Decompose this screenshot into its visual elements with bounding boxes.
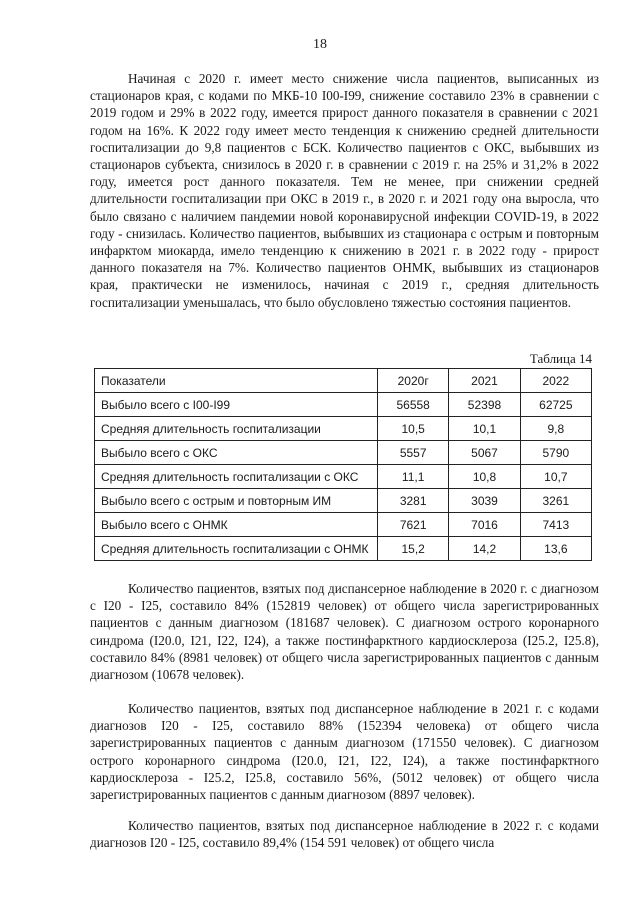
table-cell-value: 10,8 <box>449 465 520 489</box>
paragraph-dispensary-2022: Количество пациентов, взятых под диспансерное наблюдение в 2022 г. с кодами диагнозов I20 - I25, составило 89,4% (154 591 человек) от общего числа <box>90 818 599 851</box>
table-cell-value: 5557 <box>378 441 449 465</box>
page-number: 18 <box>313 37 327 52</box>
table-row <box>95 465 592 489</box>
table-row <box>95 537 592 561</box>
table-cell-value: 7016 <box>449 513 520 537</box>
table-row <box>95 417 592 441</box>
table-cell-value: 5067 <box>449 441 520 465</box>
table-cell-value: 56558 <box>378 393 449 417</box>
paragraph-hospital-discharges: Начиная с 2020 г. имеет место снижение числа пациентов, выписанных из стационаров края, с кодами по МКБ-10 I00-I99, снижение составило 23% в сравнении с 2019 годом и 29% в 2022 году, имеется прирост данного показателя в сравнении с 2021 годом на 16%. К 2022 году имеет место тенденция к снижению средней длительности госпитализации до 9,8 пациентов с БСК. Количество пациентов с ОКС, выбывших из стационаров субъекта, снизилось в 2020 г. в сравнении с 2019 г. на 25% и 31,2% в 2022 году, имеется рост данного показателя. Тем не менее, при снижении средней длительности госпитализации при ОКС в 2019 г., в 2020 г. и 2021 году она выросла, что было связано с наличием пандемии новой коронавирусной инфекции COVID-19, в 2022 году - снизилась. Количество пациентов, выбывших из стационара с острым и повторным инфарктом миокарда, имело тенденцию к снижению в 2021 г. в 2022 году - прирост данного показателя на 7%. Количество пациентов ОНМК, выбывших из стационаров края, практически не изменилось, начиная с 2019 г., средняя длительность госпитализации уменьшалась, что было обусловлено тяжестью состояния пациентов. <box>90 71 599 310</box>
table-cell-indicator: Средняя длительность госпитализации с ОКС <box>95 465 378 489</box>
table-cell-indicator: Выбыло всего с I00-I99 <box>95 393 378 417</box>
header-2021: 2021 <box>449 369 520 393</box>
table-cell-indicator: Средняя длительность госпитализации <box>95 417 378 441</box>
table-cell-value: 7413 <box>520 513 591 537</box>
table-cell-value: 13,6 <box>520 537 591 561</box>
header-2022: 2022 <box>520 369 591 393</box>
table-row <box>95 441 592 465</box>
indicators-table <box>94 368 592 561</box>
paragraph-dispensary-2021: Количество пациентов, взятых под диспансерное наблюдение в 2021 г. с кодами диагнозов I20 - I25, составило 88% (152394 человека) от общего числа зарегистрированных пациентов с данным диагнозом (171550 человек). С диагнозом острого коронарного синдрома (I20.0, I21, I22, I24), а также постинфарктного кардиосклероза - I25.2, I25.8, составило 56%, (5012 человек) от общего числа зарегистрированных пациентов с данным диагнозом (8897 человек). <box>90 701 599 803</box>
table-row <box>95 393 592 417</box>
table-cell-indicator: Выбыло всего с острым и повторным ИМ <box>95 489 378 513</box>
table-header-row <box>95 369 592 393</box>
table-cell-value: 15,2 <box>378 537 449 561</box>
table-cell-value: 9,8 <box>520 417 591 441</box>
table-cell-value: 62725 <box>520 393 591 417</box>
paragraph-dispensary-2020: Количество пациентов, взятых под диспансерное наблюдение в 2020 г. с диагнозом с I20 - I25, составило 84% (152819 человек) от общего числа зарегистрированных пациентов с данным диагнозом (181687 человек). С диагнозом острого коронарного синдрома (I20.0, I21, I22, I24), а также постинфарктного кардиосклероза (I25.2, I25.8), составило 84% (8981 человек) от общего числа зарегистрированных пациентов с данным диагнозом (10678 человек). <box>90 581 599 683</box>
table-cell-indicator: Выбыло всего с ОНМК <box>95 513 378 537</box>
table-cell-indicator: Средняя длительность госпитализации с ОНМК <box>95 537 378 561</box>
table-cell-value: 3261 <box>520 489 591 513</box>
table-cell-value: 11,1 <box>378 465 449 489</box>
table-cell-value: 3281 <box>378 489 449 513</box>
table-cell-value: 10,7 <box>520 465 591 489</box>
table-cell-value: 10,1 <box>449 417 520 441</box>
table-cell-value: 3039 <box>449 489 520 513</box>
table-row <box>95 513 592 537</box>
table-cell-indicator: Выбыло всего с ОКС <box>95 441 378 465</box>
table-caption: Таблица 14 <box>529 351 592 366</box>
table-cell-value: 7621 <box>378 513 449 537</box>
table-row <box>95 489 592 513</box>
table-cell-value: 5790 <box>520 441 591 465</box>
table-cell-value: 10,5 <box>378 417 449 441</box>
header-indicators: Показатели <box>95 369 378 393</box>
header-2020: 2020г <box>378 369 449 393</box>
table-cell-value: 14,2 <box>449 537 520 561</box>
table-cell-value: 52398 <box>449 393 520 417</box>
